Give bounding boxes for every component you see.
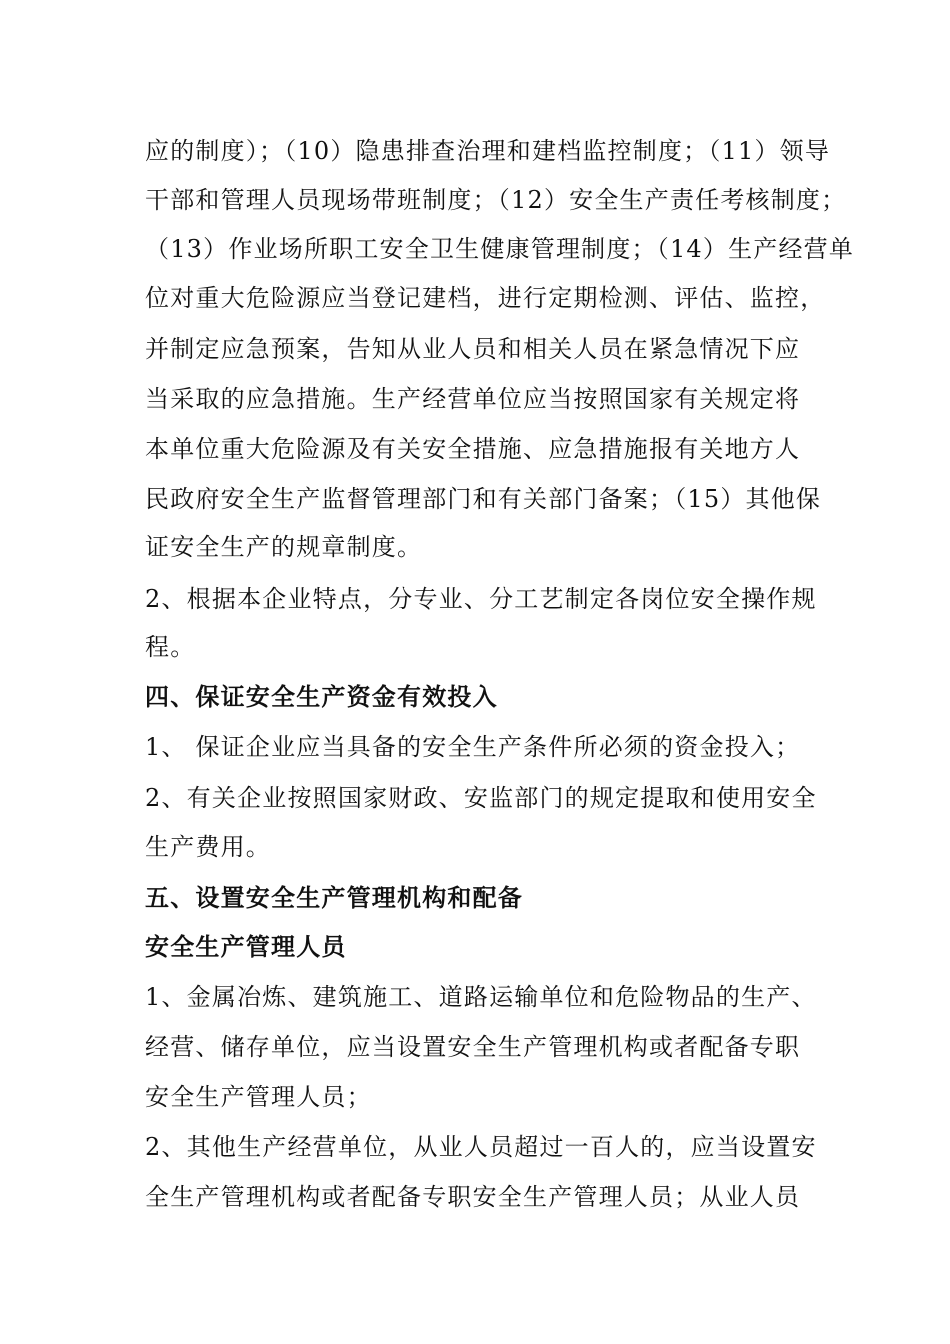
text-line: 生产费用。	[145, 833, 271, 861]
text-line: 1、金属冶炼、建筑施工、道路运输单位和危险物品的生产、	[145, 983, 817, 1011]
text-line: 程。	[145, 633, 196, 661]
text-line: 民政府安全生产监督管理部门和有关部门备案；（15）其他保	[145, 485, 822, 513]
text-line: （13）作业场所职工安全卫生健康管理制度；（14）生产经营单	[145, 235, 855, 263]
text-line: 证安全生产的规章制度。	[145, 533, 423, 561]
text-line: 安全生产管理人员；	[145, 1083, 372, 1111]
section-heading: 五、设置安全生产管理机构和配备	[145, 883, 523, 912]
text-line: 本单位重大危险源及有关安全措施、应急措施报有关地方人	[145, 435, 801, 463]
text-line: 并制定应急预案，告知从业人员和相关人员在紧急情况下应	[145, 335, 801, 363]
text-line: 当采取的应急措施。生产经营单位应当按照国家有关规定将	[145, 385, 801, 413]
text-line: 2、其他生产经营单位，从业人员超过一百人的，应当设置安	[145, 1133, 817, 1161]
text-line: 1、 保证企业应当具备的安全生产条件所必须的资金投入；	[145, 733, 801, 761]
text-line: 干部和管理人员现场带班制度；（12）安全生产责任考核制度；	[145, 186, 847, 214]
text-line: 全生产管理机构或者配备专职安全生产管理人员；从业人员	[145, 1183, 801, 1211]
text-line: 2、根据本企业特点，分专业、分工艺制定各岗位安全操作规	[145, 585, 817, 613]
text-line: 位对重大危险源应当登记建档，进行定期检测、评估、监控，	[145, 284, 826, 312]
section-heading: 安全生产管理人员	[145, 932, 347, 961]
section-heading: 四、保证安全生产资金有效投入	[145, 682, 498, 711]
text-line: 应的制度）；（10）隐患排查治理和建档监控制度；（11）领导	[145, 137, 831, 165]
text-line: 经营、储存单位，应当设置安全生产管理机构或者配备专职	[145, 1033, 801, 1061]
text-line: 2、有关企业按照国家财政、安监部门的规定提取和使用安全	[145, 784, 817, 812]
